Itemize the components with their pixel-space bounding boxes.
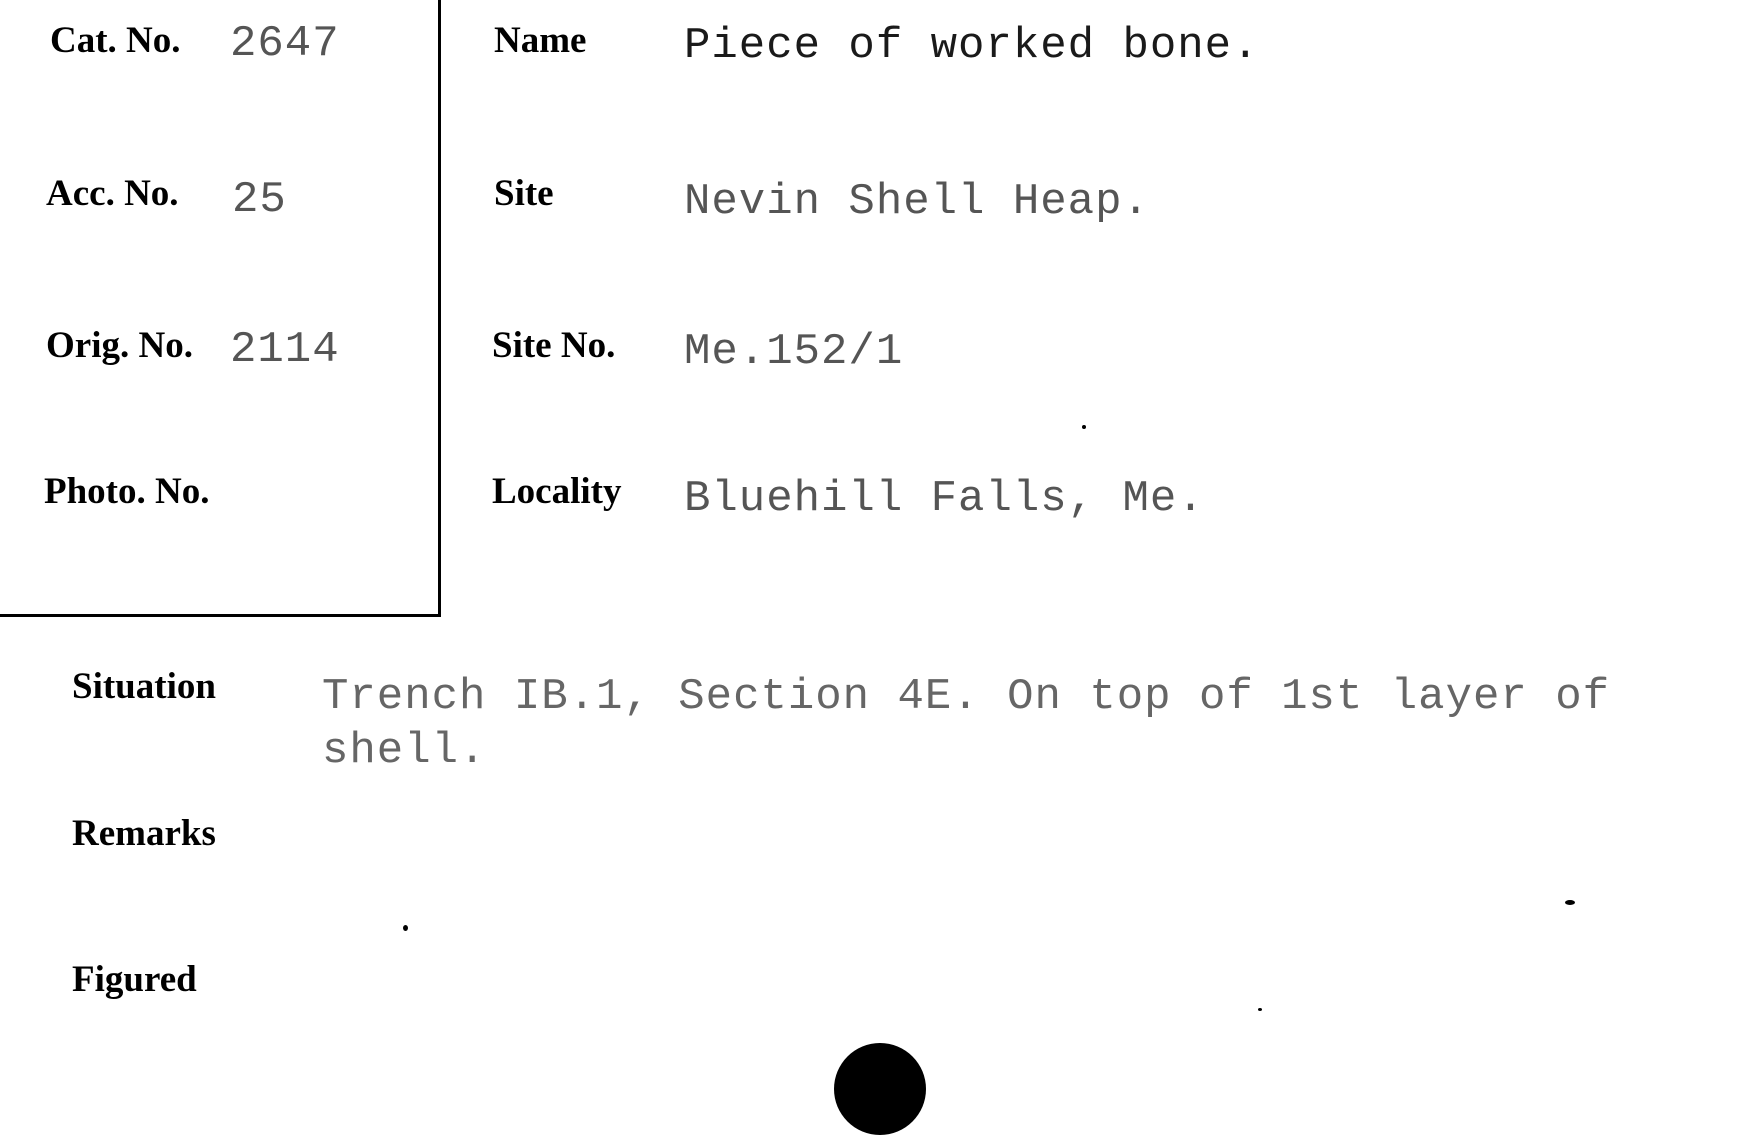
orig-no-label: Orig. No. [46,325,193,366]
cat-no-label: Cat. No. [50,20,181,61]
figured-label: Figured [72,959,197,1000]
site-label: Site [494,173,554,214]
name-value: Piece of worked bone. [684,21,1260,71]
locality-label: Locality [492,471,622,512]
orig-no-value: 2114 [230,325,340,375]
site-value: Nevin Shell Heap. [684,177,1150,227]
ink-speck [1565,900,1575,905]
ink-speck [1258,1008,1262,1011]
site-no-label: Site No. [492,325,616,366]
photo-no-label: Photo. No. [44,471,210,512]
remarks-label: Remarks [72,813,216,854]
site-no-value: Me.152/1 [684,327,904,377]
catalog-box-bottom-border [0,614,441,617]
acc-no-label: Acc. No. [46,173,179,214]
catalog-box-right-border [438,0,441,617]
ink-speck [403,925,408,931]
situation-label: Situation [72,666,216,707]
cat-no-value: 2647 [230,19,340,69]
locality-value: Bluehill Falls, Me. [684,474,1205,524]
ink-speck [1082,425,1086,429]
card-punch-hole [834,1043,926,1135]
name-label: Name [494,20,587,61]
acc-no-value: 25 [232,175,287,225]
situation-value: Trench IB.1, Section 4E. On top of 1st layer of shell. [322,672,1611,776]
